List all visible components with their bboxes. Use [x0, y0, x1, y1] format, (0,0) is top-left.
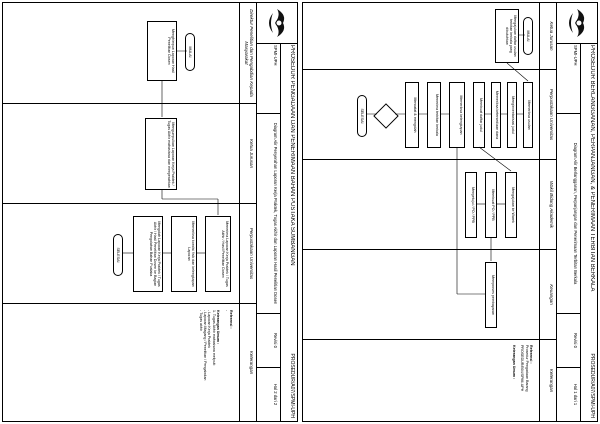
flow-box: Menghimpun Laporan Hasil Penelitian Dosen: [147, 21, 177, 81]
left-info-row: [256, 43, 281, 421]
left-doc-title: PROSEDUR PENGADAAN DAN PENERIMAAN BAHAN PUSTAKA SUMBANGAN: [289, 45, 295, 266]
left-lane-perpus: [3, 203, 257, 303]
right-subtitle: Diagram Alir Berlangganan, Perpanjangan dan Penerimaan Terbitan Berkala: [556, 113, 580, 313]
right-header: [556, 3, 597, 421]
lane-header: Perpustakaan Universitas: [239, 204, 257, 303]
flow-box: Membuat PO / PPB: [485, 172, 497, 238]
lane-header: Keterangan: [239, 304, 257, 421]
ref-title: Referensi :: [529, 345, 533, 364]
flow-box: Menyetujui / PO / PPB: [465, 172, 477, 238]
right-lane-kajur: [303, 3, 557, 69]
decision-node: [373, 103, 398, 128]
ket-item: 1. Tugas Akhir mahasiswa meliputi:: [211, 310, 216, 367]
flow-box: Mengumpulkan Laporan Kerja Praktek / Tugas Akhir mahasiswa dan menyerahkan: [145, 118, 177, 190]
left-subtitle: Diagram Alir Penyerahan Laporan Kerja Praktek, Tugas Akhir dan Laporan Hasil Penelitian Dosen: [256, 113, 280, 313]
start-node: MULAI: [185, 33, 195, 71]
lane-header: Keuangan: [539, 250, 557, 339]
flow-box: Memeriksa usulan: [523, 82, 533, 148]
flow-box: Menerima terbitan berkala: [427, 82, 441, 148]
end-node: SELESAI: [113, 234, 123, 276]
lane-header: Ketua Jurusan: [239, 104, 257, 203]
right-lane-keuangan: [303, 249, 557, 339]
lane-header: Wakil Bidang Akademik: [539, 160, 557, 249]
left-lane-direktur: [3, 3, 257, 103]
right-lane-keterangan: [303, 339, 557, 421]
right-page: [300, 0, 600, 424]
right-doc-number: PROSEDUR/A07/SPMI-UPH: [589, 353, 595, 418]
left-doc-number: PROSEDUR/A07/SPMI-UPH: [289, 353, 295, 418]
flow-box: Membuat daftar judul: [473, 82, 485, 148]
ket-item: - Tugas akhir: [198, 310, 203, 331]
start-node: MULAI: [523, 17, 533, 55]
left-header: [256, 3, 297, 421]
ket-item: - Laporan Kerja Praktek: [207, 310, 212, 348]
refs-value: -: [224, 310, 229, 312]
right-spmi: SPMI-UPH: [573, 45, 578, 66]
right-lane-perpus: [303, 69, 557, 159]
left-hal: Hal 2 dari 2: [256, 367, 280, 421]
left-notes: [198, 310, 233, 410]
refs-title: Referensi :: [229, 310, 233, 329]
university-logo: [257, 3, 297, 44]
end-node: SELESAI: [357, 95, 367, 137]
flow-box: Memeriksa ketersediaan dana: [491, 82, 501, 148]
right-info-row: [556, 43, 581, 421]
flow-box: Mengolah Laporan Kerja Praktek / Tugas Akhir / Hasil Penelitian Dosen ke Bagian Pengolahan Bahan Pustaka: [133, 216, 163, 292]
flow-box: Memeriksa kelengkapan: [449, 82, 465, 148]
left-page-frame: [2, 2, 298, 422]
flow-box: Memeriksa kondisi fisik dan kelengkapan Laporan: [171, 216, 197, 292]
flow-box: Menginventarisasi judul: [507, 82, 517, 148]
left-revisi: Revisi 0: [256, 313, 280, 367]
left-lane-kajur: [3, 103, 257, 203]
right-revisi: Revisi 0: [556, 313, 580, 367]
ref-item: PROSEDUR/B04/SPMI-UPH: [520, 345, 525, 392]
right-notes: [511, 345, 533, 417]
right-swimlanes: [303, 3, 557, 421]
lane-header: Direktur Penelitian dan Pengabdian Kepada Masyarakat: [239, 3, 257, 103]
lane-header: Perpustakaan Universitas: [539, 70, 557, 159]
right-hal: Hal 1 dari 1: [556, 367, 580, 421]
ket-title: Keterangan Umum :: [511, 345, 516, 380]
university-logo: [557, 3, 597, 44]
left-swimlanes: [3, 3, 257, 421]
right-document: [300, 0, 600, 424]
left-spmi: SPMI-UPH: [273, 45, 278, 66]
ref-item: Prosedur Pengadaan Barang: [524, 345, 529, 392]
flow-box: Mencatat & mengolah: [405, 82, 419, 148]
flow-box: Mengajukan daftar usulan terbitan berkala yang dibutuhkan: [495, 9, 519, 63]
lane-header: Keterangan: [539, 340, 557, 421]
right-lane-warek: [303, 159, 557, 249]
left-lane-keterangan: [3, 303, 257, 421]
lane-header: Ketua Jurusan: [539, 3, 557, 69]
right-page-frame: [302, 2, 598, 422]
ket-item: - Laporan Magang / Penelitian / Pengabdian: [202, 310, 207, 381]
flow-box: Menerima Laporan Kerja Praktek / Tugas Akhir / Hasil Penelitian Dosen: [205, 216, 231, 292]
flow-box: Mengajukan ke Warek: [505, 172, 517, 238]
flow-box: Memproses pembayaran: [485, 262, 497, 328]
right-doc-title: PROSEDUR BERLANGGANAN, PERPANJANGAN, & PENERIMAAN TERBITAN BERKALA: [589, 45, 595, 292]
ket-title: Keterangan Umum :: [216, 310, 221, 345]
